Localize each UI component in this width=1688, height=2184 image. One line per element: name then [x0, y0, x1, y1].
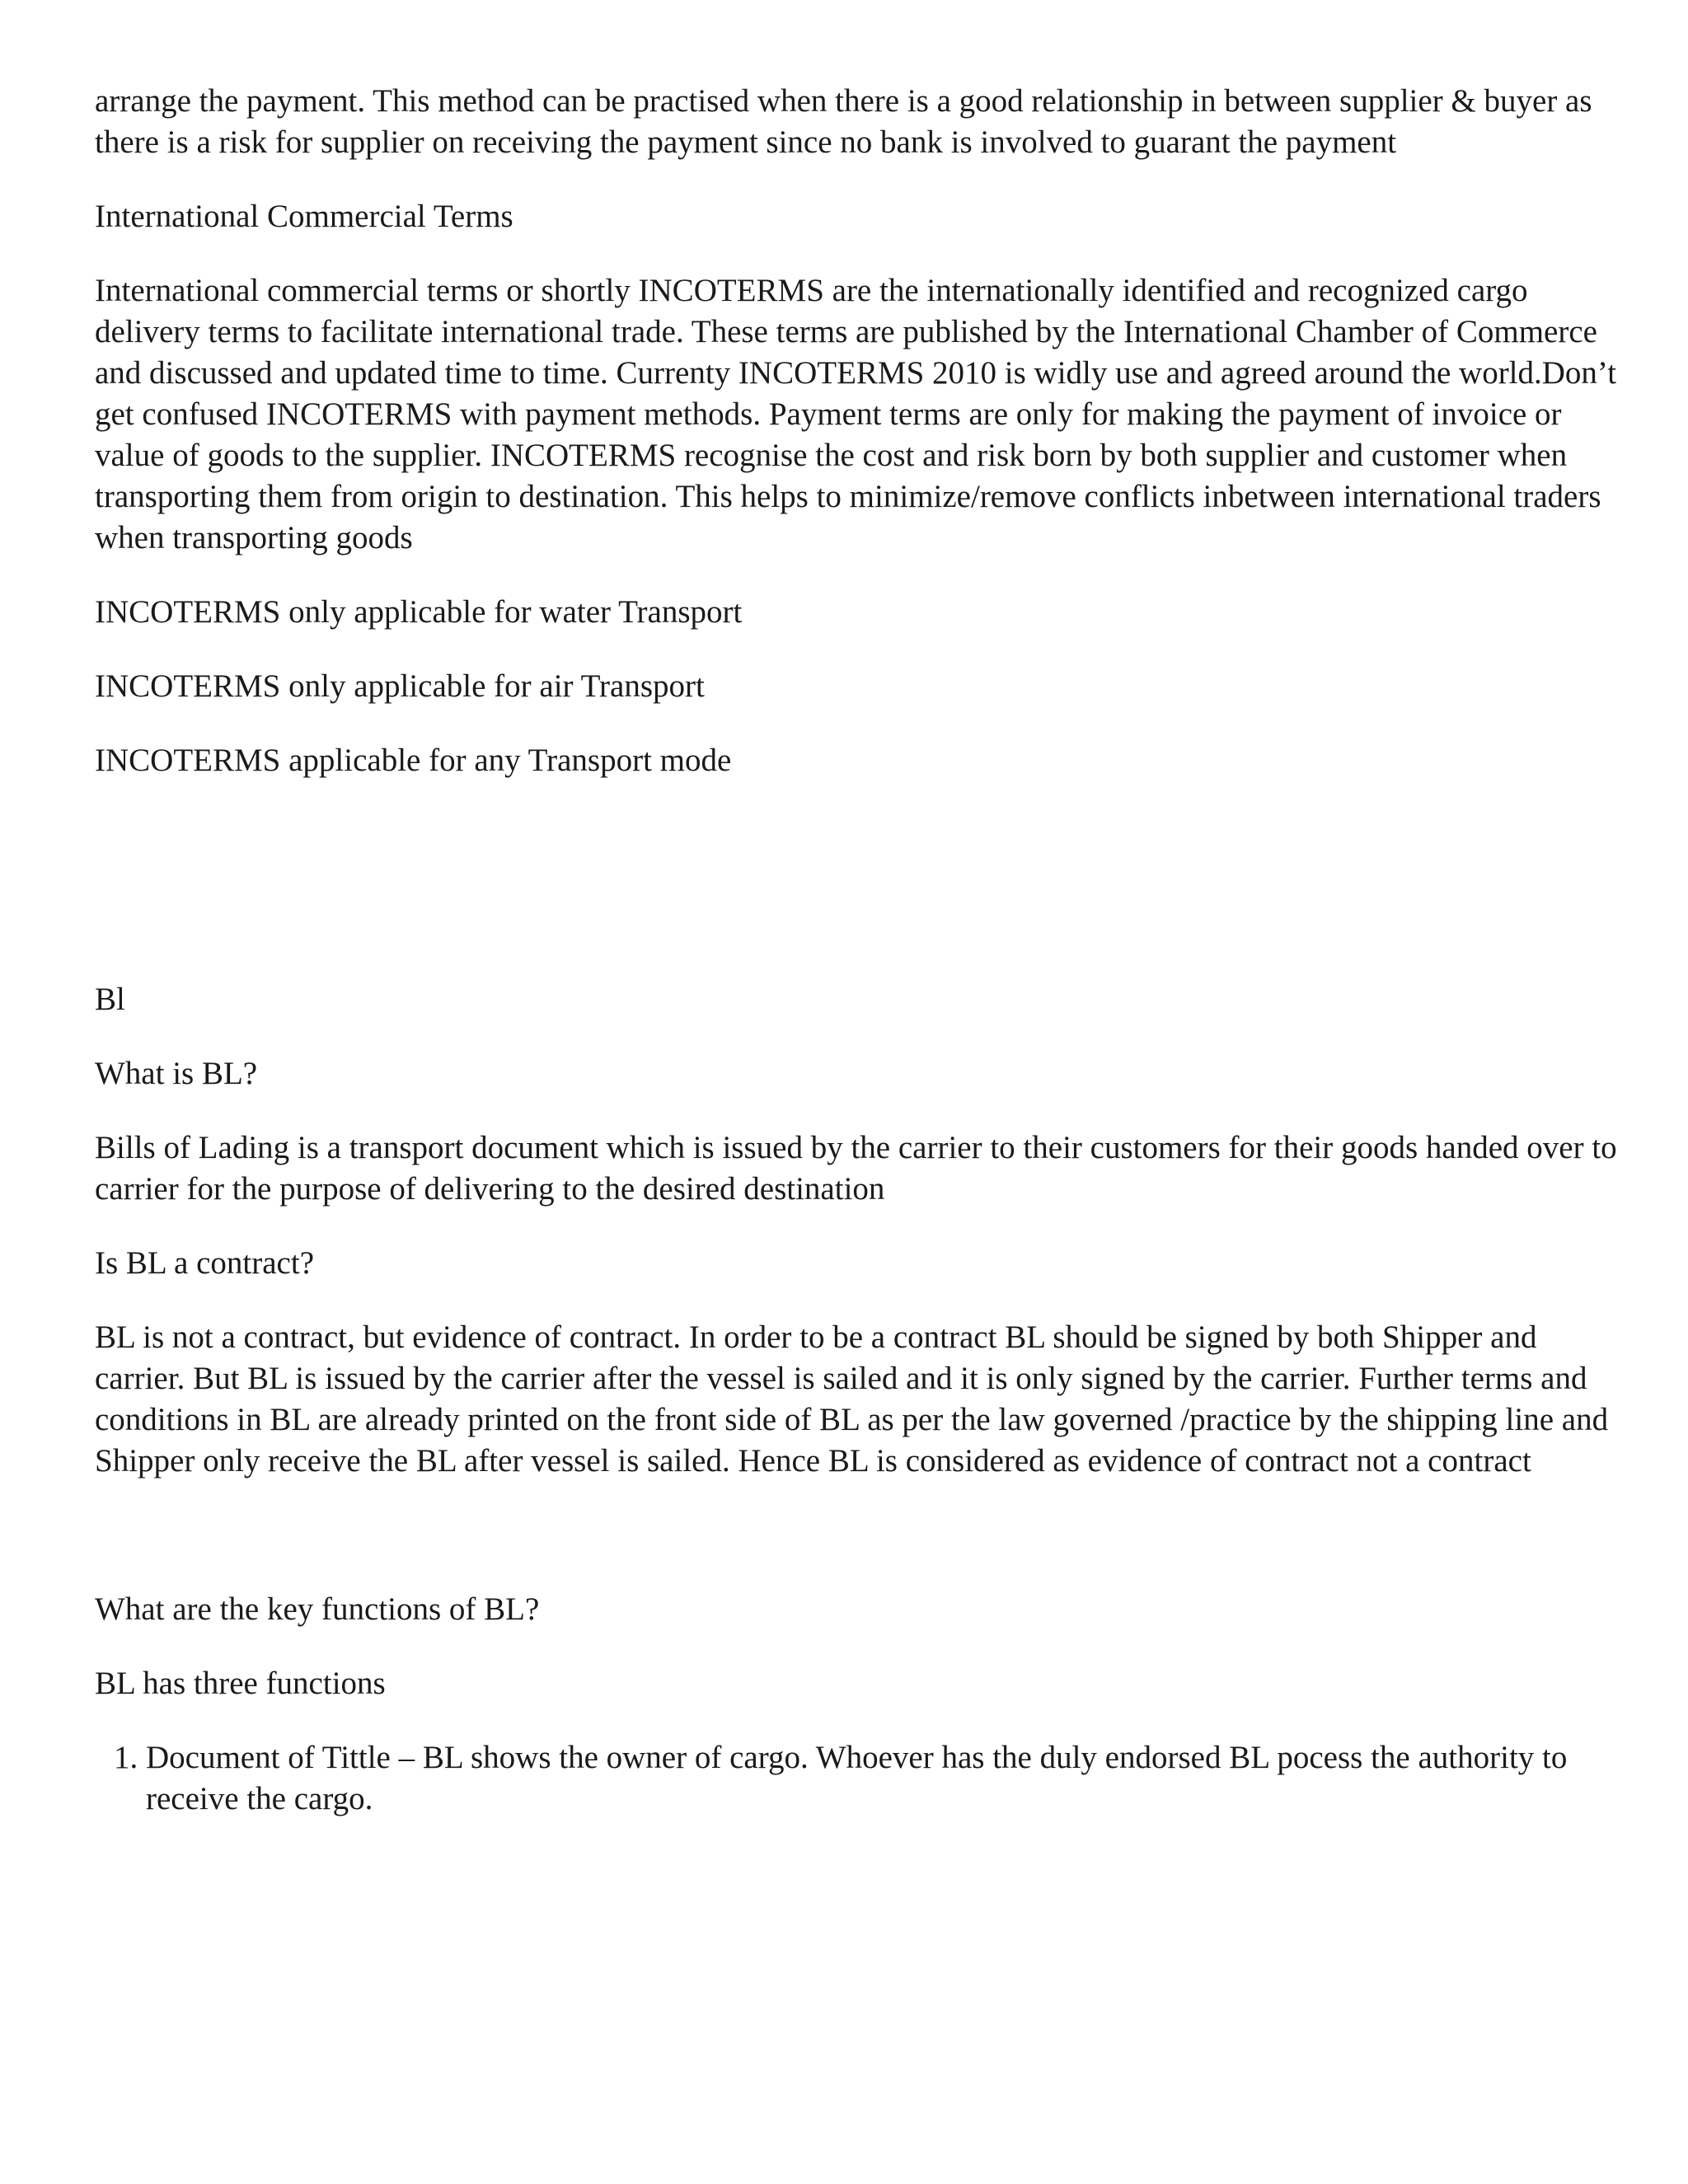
answer-is-bl-contract: BL is not a contract, but evidence of contract. In order to be a contract BL should be signed by both Shipper and carrier. But BL is issued by the carrier after the vessel is sailed and it is only signed by the carrier. Further terms and conditions in BL are already printed on the front side of BL as per the law governed /practice by the shipping line and Shipper only receive the BL after vessel is sailed. Hence BL is considered as evidence of contract not a contract — [95, 1319, 1609, 1479]
spacer — [95, 1515, 1620, 1589]
question-key-functions: What are the key functions of BL? — [95, 1591, 540, 1627]
question-what-is-bl: What is BL? — [95, 1056, 258, 1091]
paragraph-incoterms: International commercial terms or shortly INCOTERMS are the internationally identified and recognized cargo delivery terms to facilitate international trade. These terms are published by the International Chamber of Commerce and discussed and updated time to time. Currenty INCOTERMS 2010 is widly use and agreed around the world.Don’t get confused INCOTERMS with payment methods. Payment terms are only for making the payment of invoice or value of goods to the supplier. INCOTERMS recognise the cost and risk born by both supplier and customer when transporting them from origin to destination. This helps to minimize/remove conflicts inbetween international traders when transporting goods — [95, 273, 1617, 555]
line-incoterms-any: INCOTERMS applicable for any Transport mode — [95, 743, 732, 778]
answer-key-functions: BL has three functions — [95, 1666, 386, 1701]
document-page — [95, 81, 1620, 1820]
list-item: 1. Document of Tittle – BL shows the owner of cargo. Whoever has the duly endorsed BL pocess the authority to receive the cargo. — [146, 1737, 1620, 1820]
line-incoterms-water: INCOTERMS only applicable for water Transport — [95, 594, 743, 630]
line-incoterms-air: INCOTERMS only applicable for air Transport — [95, 668, 705, 704]
spacer — [95, 814, 1620, 979]
heading-incoterms: International Commercial Terms — [95, 199, 513, 234]
question-is-bl-contract: Is BL a contract? — [95, 1245, 315, 1281]
functions-list — [95, 1737, 1620, 1820]
answer-what-is-bl: Bills of Lading is a transport document which is issued by the carrier to their customers for their goods handed over to carrier for the purpose of delivering to the desired destination — [95, 1130, 1617, 1207]
paragraph-payment-end: arrange the payment. This method can be practised when there is a good relationship in between supplier & buyer as there is a risk for supplier on receiving the payment since no bank is involved to guarant the payment — [95, 83, 1592, 160]
heading-bl: Bl — [95, 982, 125, 1017]
